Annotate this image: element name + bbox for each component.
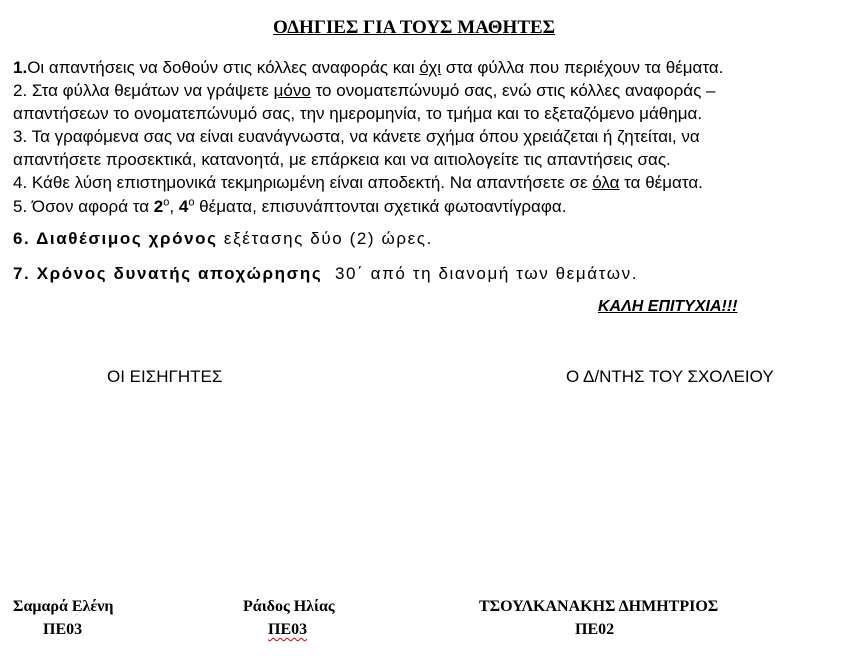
instruction-2-emphasis: μόνο (273, 81, 311, 100)
instruction-2-post: το ονοματεπώνυμό σας, ενώ στις κόλλες αναφοράς – (310, 81, 716, 100)
signatory-3-name: ΤΣΟΥΛΚΑΝΑΚΗΣ ΔΗΜΗΤΡΙΟΣ (479, 598, 719, 615)
instruction-5-post: θέματα, επισυνάπτονται σχετικά φωτοαντίγραφα. (194, 197, 567, 216)
instruction-2-pre: 2. Στα φύλλα θεμάτων να γράψετε (13, 81, 274, 100)
instruction-4-pre: 4. Κάθε λύση επιστημονικά τεκμηριωμένη είναι αποδεκτή. Να απαντήσετε σε (13, 173, 593, 192)
instruction-2-line-2: απαντήσεων το ονοματεπώνυμό σας, την ημερομηνία, το τμήμα και το εξεταζόμενο μάθημα. (13, 104, 703, 123)
instruction-5-separator: , (169, 197, 179, 216)
page-title: ΟΔΗΓΙΕΣ ΓΙΑ ΤΟΥΣ ΜΑΘΗΤΕΣ (273, 17, 556, 38)
instruction-1-number: 1. (13, 58, 28, 77)
instruction-5-number-2: 2 (153, 197, 164, 216)
instruction-1 (13, 56, 723, 79)
instruction-1-post: στα φύλλα που περιέχουν τα θέματα. (441, 58, 724, 77)
signatory-3-code: ΠΕ02 (575, 621, 615, 638)
instruction-5 (13, 195, 566, 218)
instruction-7-label: 7. Χρόνος δυνατής αποχώρησης (13, 264, 323, 283)
instruction-7 (13, 264, 638, 284)
instruction-2-line-1 (13, 79, 715, 102)
good-luck-text: ΚΑΛΗ ΕΠΙΤΥΧΙΑ!!! (598, 298, 738, 315)
instruction-1-pre: Οι απαντήσεις να δοθούν στις κόλλες αναφοράς και (27, 58, 420, 77)
instruction-3-line-1: 3. Τα γραφόμενα σας να είναι ευανάγνωστα, να κάνετε σχήμα όπου χρειάζεται ή ζητείται, να (13, 127, 700, 146)
instruction-5-ordinal-4: ο (188, 196, 195, 209)
instruction-7-value: 30΄ από τη διανομή των θεμάτων. (322, 264, 639, 283)
instruction-4-post: τα θέματα. (619, 173, 703, 192)
instruction-4 (13, 171, 703, 194)
instruction-6-value: εξέτασης δύο (2) ώρες. (217, 229, 433, 248)
instruction-5-pre: 5. Όσον αφορά τα (13, 197, 154, 216)
instruction-1-emphasis: όχι (419, 58, 442, 77)
instruction-6-label: 6. Διαθέσιμος χρόνος (13, 229, 218, 248)
instruction-4-emphasis: όλα (592, 173, 620, 192)
instruction-5-ordinal-2: ο (163, 196, 170, 209)
signatory-2-code: ΠΕ03 (268, 621, 308, 638)
instruction-3-line-2: απαντήσετε προσεκτικά, κατανοητά, με επάρκεια και να αιτιολογείτε τις απαντήσεις σας. (13, 150, 671, 169)
instruction-5-number-4: 4 (178, 197, 189, 216)
principal-heading: Ο Δ/ΝΤΗΣ ΤΟΥ ΣΧΟΛΕΙΟΥ (566, 367, 774, 386)
signatory-1-name: Σαμαρά Ελένη (13, 598, 114, 615)
signatory-1-code: ΠΕ03 (43, 621, 83, 638)
instruction-6 (13, 229, 433, 249)
signatory-2-name: Ράιδος Ηλίας (243, 598, 335, 615)
teachers-heading: ΟΙ ΕΙΣΗΓΗΤΕΣ (107, 367, 223, 386)
